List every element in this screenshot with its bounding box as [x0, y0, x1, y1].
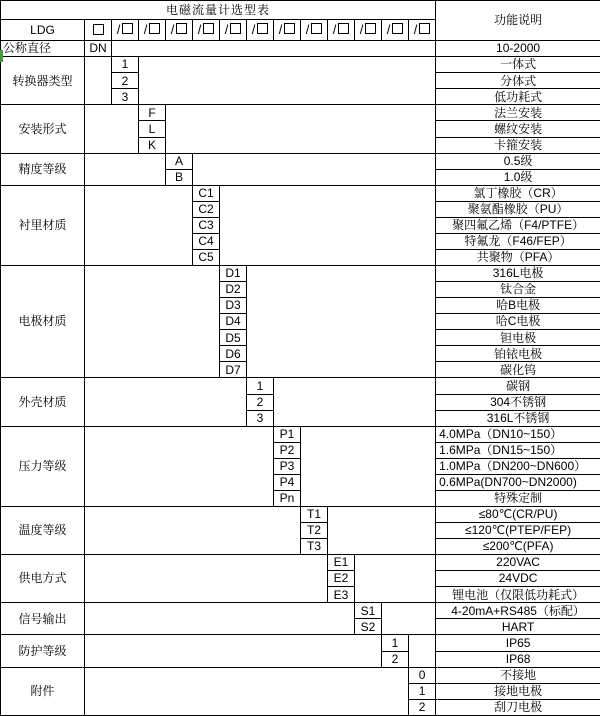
code-box-icon	[257, 23, 268, 34]
code-cell: 2	[382, 651, 409, 667]
code-cell: 1	[247, 378, 274, 394]
description-cell: 碳化钨	[436, 362, 600, 378]
green-artifact	[0, 50, 3, 62]
code-slot-cell	[409, 19, 436, 40]
spacer-cell	[112, 41, 436, 57]
table-row	[1, 57, 600, 73]
code-box-icon	[338, 23, 349, 34]
category-label: 电极材质	[1, 266, 85, 378]
code-cell: C2	[193, 201, 220, 217]
slash-separator: /	[224, 22, 229, 38]
description-cell: 10-2000	[436, 41, 600, 57]
description-cell: 铂铱电极	[436, 346, 600, 362]
code-cell: T2	[301, 523, 328, 539]
code-cell: T1	[301, 506, 328, 522]
slash-separator: /	[143, 22, 148, 38]
code-cell: A	[166, 153, 193, 169]
code-box-icon	[149, 23, 160, 34]
code-cell: Pn	[274, 490, 301, 506]
table-row	[1, 603, 600, 619]
code-cell: 2	[409, 699, 436, 715]
spacer-cell	[85, 266, 220, 378]
code-cell: 1	[382, 635, 409, 651]
category-label: 供电方式	[1, 555, 85, 603]
description-cell: 法兰安装	[436, 105, 600, 121]
code-cell: D1	[220, 266, 247, 282]
code-cell: D7	[220, 362, 247, 378]
code-box-icon	[365, 23, 376, 34]
table-row	[1, 667, 600, 683]
spacer-cell	[274, 378, 436, 426]
spacer-cell	[193, 153, 436, 185]
code-slot-cell	[301, 19, 328, 40]
code-cell: S2	[355, 619, 382, 635]
description-cell: 刮刀电极	[436, 699, 600, 715]
code-slot-cell	[220, 19, 247, 40]
code-cell: C1	[193, 185, 220, 201]
category-label: 压力等级	[1, 426, 85, 506]
category-label: 衬里材质	[1, 185, 85, 265]
description-cell: 0.6MPa(DN700~DN2000)	[436, 474, 600, 490]
code-cell: DN	[85, 41, 112, 57]
code-cell: 3	[112, 89, 139, 105]
code-cell: P3	[274, 458, 301, 474]
model-prefix: LDG	[1, 19, 85, 40]
spacer-cell	[85, 426, 274, 506]
code-cell: E1	[328, 555, 355, 571]
spacer-cell	[409, 635, 436, 667]
description-cell: 锂电池（仅限低功耗式）	[436, 587, 600, 603]
code-cell: 1	[112, 57, 139, 73]
description-cell: 聚氨酯橡胶（PU）	[436, 201, 600, 217]
description-cell: 碳钢	[436, 378, 600, 394]
code-cell: C4	[193, 233, 220, 249]
table-row	[1, 555, 600, 571]
code-cell: C3	[193, 217, 220, 233]
slash-separator: /	[332, 22, 337, 38]
description-cell: IP68	[436, 651, 600, 667]
description-cell: 316L不锈钢	[436, 410, 600, 426]
function-column-header: 功能说明	[436, 1, 600, 41]
table-row	[1, 41, 600, 57]
category-label: 防护等级	[1, 635, 85, 667]
code-cell: D5	[220, 330, 247, 346]
code-box-icon	[122, 23, 133, 34]
description-cell: 卡箍安装	[436, 137, 600, 153]
spacer-cell	[166, 105, 436, 153]
code-cell: E3	[328, 587, 355, 603]
description-cell: 螺纹安装	[436, 121, 600, 137]
code-slot-cell	[382, 19, 409, 40]
code-cell: F	[139, 105, 166, 121]
code-cell: L	[139, 121, 166, 137]
description-cell: 氯丁橡胶（CR）	[436, 185, 600, 201]
spacer-cell	[85, 105, 139, 153]
code-cell: C5	[193, 249, 220, 265]
description-cell: 4-20mA+RS485（标配）	[436, 603, 600, 619]
description-cell: 0.5级	[436, 153, 600, 169]
description-cell: ≤120℃(PTEP/FEP)	[436, 523, 600, 539]
spacer-cell	[85, 506, 301, 554]
description-cell: 共聚物（PFA）	[436, 249, 600, 265]
category-label: 精度等级	[1, 153, 85, 185]
description-cell: 1.0级	[436, 169, 600, 185]
description-cell: 钛合金	[436, 282, 600, 298]
code-slot-cell	[328, 19, 355, 40]
title-row	[1, 1, 600, 20]
category-label: 附件	[1, 667, 85, 715]
slash-separator: /	[278, 22, 283, 38]
spacer-cell	[220, 185, 436, 265]
code-slot-cell	[112, 19, 139, 40]
code-box-icon	[284, 23, 295, 34]
code-box-icon	[203, 23, 214, 34]
code-slot-cell	[355, 19, 382, 40]
spacer-cell	[139, 57, 436, 105]
code-slot-cell	[193, 19, 220, 40]
description-cell: 聚四氟乙烯（F4/PTFE）	[436, 217, 600, 233]
spacer-cell	[85, 635, 382, 667]
category-label: 转换器类型	[1, 57, 85, 105]
spacer-cell	[85, 667, 409, 715]
slash-separator: /	[116, 22, 121, 38]
description-cell: 低功耗式	[436, 89, 600, 105]
code-cell: 3	[247, 410, 274, 426]
description-cell: 1.6MPa（DN15~150）	[436, 442, 600, 458]
description-cell: 304不锈钢	[436, 394, 600, 410]
code-slot-cell	[247, 19, 274, 40]
slash-separator: /	[305, 22, 310, 38]
description-cell: 1.0MPa（DN200~DN600）	[436, 458, 600, 474]
code-cell: D2	[220, 282, 247, 298]
category-label: 外壳材质	[1, 378, 85, 426]
description-cell: IP65	[436, 635, 600, 651]
code-cell: 0	[409, 667, 436, 683]
slash-separator: /	[251, 22, 256, 38]
code-box-icon	[392, 23, 403, 34]
category-label: 温度等级	[1, 506, 85, 554]
code-slot-cell	[85, 19, 112, 40]
spacer-cell	[85, 378, 247, 426]
spacer-cell	[247, 266, 436, 378]
code-cell: D6	[220, 346, 247, 362]
slash-separator: /	[197, 22, 202, 38]
description-cell: 24VDC	[436, 571, 600, 587]
code-cell: B	[166, 169, 193, 185]
description-cell: ≤200℃(PFA)	[436, 539, 600, 555]
code-cell: 2	[112, 73, 139, 89]
description-cell: 特殊定制	[436, 490, 600, 506]
code-cell: E2	[328, 571, 355, 587]
spacer-cell	[382, 603, 436, 635]
code-cell: P4	[274, 474, 301, 490]
description-cell: 哈B电极	[436, 298, 600, 314]
category-label: 公称直径	[1, 41, 85, 57]
code-cell: K	[139, 137, 166, 153]
description-cell: 特氟龙（F46/FEP）	[436, 233, 600, 249]
code-box-icon	[176, 23, 187, 34]
code-box-icon	[93, 24, 104, 35]
spacer-cell	[328, 506, 436, 554]
description-cell: 一体式	[436, 57, 600, 73]
table-row	[1, 506, 600, 522]
code-cell: S1	[355, 603, 382, 619]
spacer-cell	[355, 555, 436, 603]
table-row	[1, 378, 600, 394]
code-box-icon	[311, 23, 322, 34]
code-cell: T3	[301, 539, 328, 555]
description-cell: 不接地	[436, 667, 600, 683]
spacer-cell	[85, 57, 112, 105]
code-cell: P1	[274, 426, 301, 442]
code-box-icon	[419, 23, 430, 34]
category-label: 信号输出	[1, 603, 85, 635]
category-label: 安装形式	[1, 105, 85, 153]
description-cell: 分体式	[436, 73, 600, 89]
spacer-cell	[85, 185, 193, 265]
table-row	[1, 185, 600, 201]
code-box-icon	[230, 23, 241, 34]
table-row	[1, 105, 600, 121]
code-slot-cell	[139, 19, 166, 40]
spacer-cell	[85, 555, 328, 603]
code-slot-cell	[166, 19, 193, 40]
description-cell: 4.0MPa（DN10~150）	[436, 426, 600, 442]
spacer-cell	[301, 426, 436, 506]
description-cell: 接地电极	[436, 683, 600, 699]
description-cell: HART	[436, 619, 600, 635]
table-row	[1, 426, 600, 442]
code-cell: 2	[247, 394, 274, 410]
slash-separator: /	[170, 22, 175, 38]
code-cell: D4	[220, 314, 247, 330]
spacer-cell	[85, 603, 355, 635]
description-cell: 钽电极	[436, 330, 600, 346]
table-row	[1, 153, 600, 169]
table-row	[1, 266, 600, 282]
description-cell: 316L电极	[436, 266, 600, 282]
table-row	[1, 635, 600, 651]
description-cell: 220VAC	[436, 555, 600, 571]
spacer-cell	[85, 153, 166, 185]
code-slot-cell	[274, 19, 301, 40]
slash-separator: /	[413, 22, 418, 38]
slash-separator: /	[359, 22, 364, 38]
code-cell: P2	[274, 442, 301, 458]
description-cell: 哈C电极	[436, 314, 600, 330]
description-cell: ≤80℃(CR/PU)	[436, 506, 600, 522]
slash-separator: /	[386, 22, 391, 38]
table-title: 电磁流量计选型表	[1, 1, 436, 20]
code-cell: 1	[409, 683, 436, 699]
code-cell: D3	[220, 298, 247, 314]
